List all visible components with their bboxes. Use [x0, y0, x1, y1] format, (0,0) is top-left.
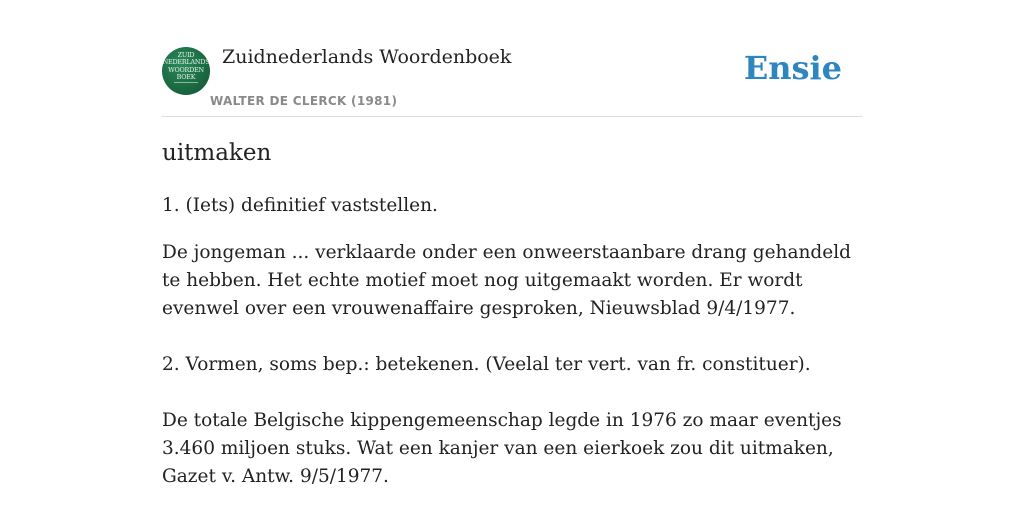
- entry-headword: uitmaken: [162, 140, 272, 166]
- entry-definition-1: 1. (Iets) definitief vaststellen.: [162, 195, 438, 216]
- page-container: [162, 0, 862, 487]
- dictionary-author: WALTER DE CLERCK (1981): [210, 94, 398, 108]
- logo-line-3: WOORDEN: [168, 65, 204, 74]
- entry-example-2: De totale Belgische kippengemeenschap legde in 1976 zo maar eventjes 3.460 miljoen stuks. Wat een kanjer van een eierkoek zou dit uitmaken, Gazet v. Antw. 9/5/1977.: [162, 410, 842, 487]
- logo-text: [162, 52, 210, 82]
- logo-line-2: NEDERLANDS: [162, 58, 210, 67]
- logo-line-1: ZUID: [177, 51, 195, 59]
- site-header: [162, 0, 862, 117]
- zuidnederlands-woordenboek-logo-icon[interactable]: [162, 47, 210, 95]
- ensie-brand-link[interactable]: Ensie: [743, 49, 842, 87]
- logo-line-4: BOEK: [176, 73, 196, 82]
- entry-definition-2: 2. Vormen, soms bep.: betekenen. (Veelal ter vert. van fr. constituer).: [162, 354, 811, 375]
- entry-example-1: De jongeman ... verklaarde onder een onweerstaanbare drang gehandeld te hebben. Het echte motief moet nog uitgemaakt worden. Er wordt evenwel over een vrouwenaffaire gesproken, Nieuwsblad 9/4/1977.: [162, 242, 851, 319]
- logo-rule: [174, 82, 198, 83]
- dictionary-title[interactable]: Zuidnederlands Woordenboek: [222, 46, 512, 68]
